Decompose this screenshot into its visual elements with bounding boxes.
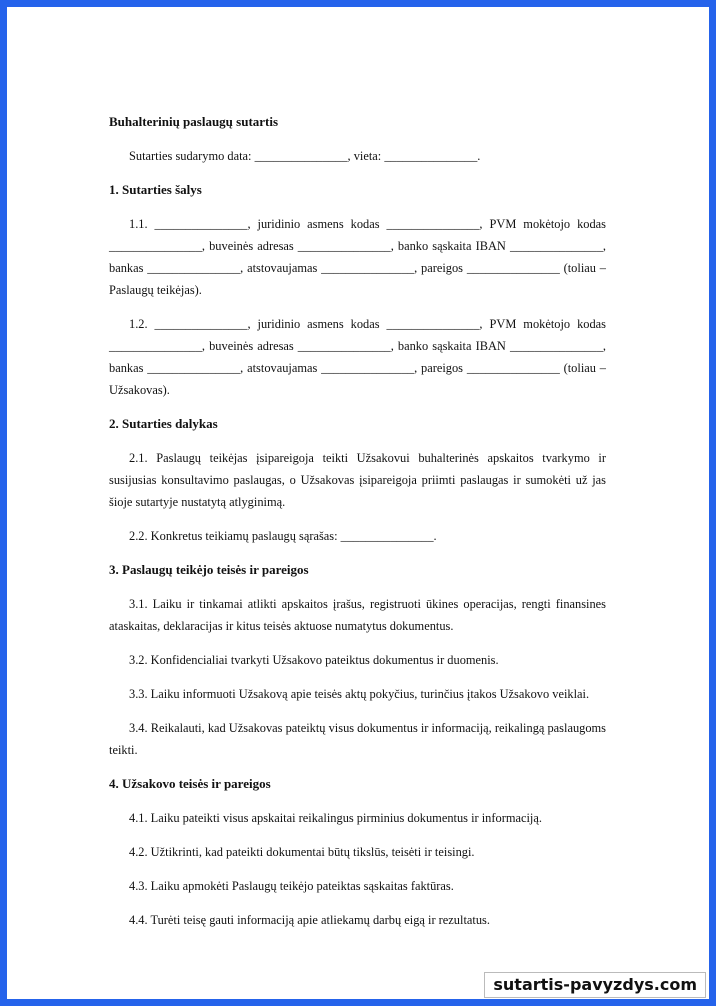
document-title: Buhalterinių paslaugų sutartis bbox=[109, 114, 279, 129]
clause-paragraph: 1.2. _______________, juridinio asmens kodas _______________, PVM mokėtojo kodas _______________, buveinės adresas _______________, banko sąskaita IBAN _______________, bankas _______________, atstovaujamas _______________, pareigos _______________ (toliau – Užsakovas). bbox=[109, 317, 606, 397]
clause-paragraph: 3.4. Reikalauti, kad Užsakovas pateiktų visus dokumentus ir informaciją, reikalingą paslaugoms teikti. bbox=[109, 721, 606, 757]
section-heading: 2. Sutarties dalykas bbox=[109, 416, 218, 431]
clause-paragraph: 2.2. Konkretus teikiamų paslaugų sąrašas: _______________. bbox=[129, 529, 437, 543]
clause-paragraph: 3.3. Laiku informuoti Užsakovą apie teisės aktų pokyčius, turinčius įtakos Užsakovo veiklai. bbox=[129, 687, 590, 701]
clause-paragraph: 3.1. Laiku ir tinkamai atlikti apskaitos įrašus, registruoti ūkines operacijas, rengti finansines ataskaitas, deklaracijas ir kitus teisės aktuose numatytus dokumentus. bbox=[109, 597, 606, 633]
clause-paragraph: 4.4. Turėti teisę gauti informaciją apie atliekamų darbų eigą ir rezultatus. bbox=[129, 913, 490, 927]
document-content bbox=[109, 111, 606, 943]
clause-paragraph: 4.1. Laiku pateikti visus apskaitai reikalingus pirminius dokumentus ir informaciją. bbox=[129, 811, 542, 825]
clause-paragraph: 2.1. Paslaugų teikėjas įsipareigoja teikti Užsakovui buhalterinės apskaitos tvarkymo ir susijusias konsultavimo paslaugas, o Užsakovas įsipareigoja priimti paslaugas ir sumokėti už jas šioje sutartyje nustatytą atlyginimą. bbox=[109, 451, 606, 509]
intro-paragraph: Sutarties sudarymo data: _______________, vieta: _______________. bbox=[129, 149, 481, 163]
section-heading: 4. Užsakovo teisės ir pareigos bbox=[109, 776, 271, 791]
site-watermark: sutartis-pavyzdys.com bbox=[484, 972, 706, 998]
clause-paragraph: 4.2. Užtikrinti, kad pateikti dokumentai būtų tikslūs, teisėti ir teisingi. bbox=[129, 845, 475, 859]
document-page bbox=[7, 7, 709, 999]
clause-paragraph: 3.2. Konfidencialiai tvarkyti Užsakovo pateiktus dokumentus ir duomenis. bbox=[129, 653, 499, 667]
section-heading: 3. Paslaugų teikėjo teisės ir pareigos bbox=[109, 562, 309, 577]
section-heading: 1. Sutarties šalys bbox=[109, 182, 202, 197]
clause-paragraph: 1.1. _______________, juridinio asmens kodas _______________, PVM mokėtojo kodas _______________, buveinės adresas _______________, banko sąskaita IBAN _______________, bankas _______________, atstovaujamas _______________, pareigos _______________ (toliau – Paslaugų teikėjas). bbox=[109, 217, 606, 297]
clause-paragraph: 4.3. Laiku apmokėti Paslaugų teikėjo pateiktas sąskaitas faktūras. bbox=[129, 879, 454, 893]
